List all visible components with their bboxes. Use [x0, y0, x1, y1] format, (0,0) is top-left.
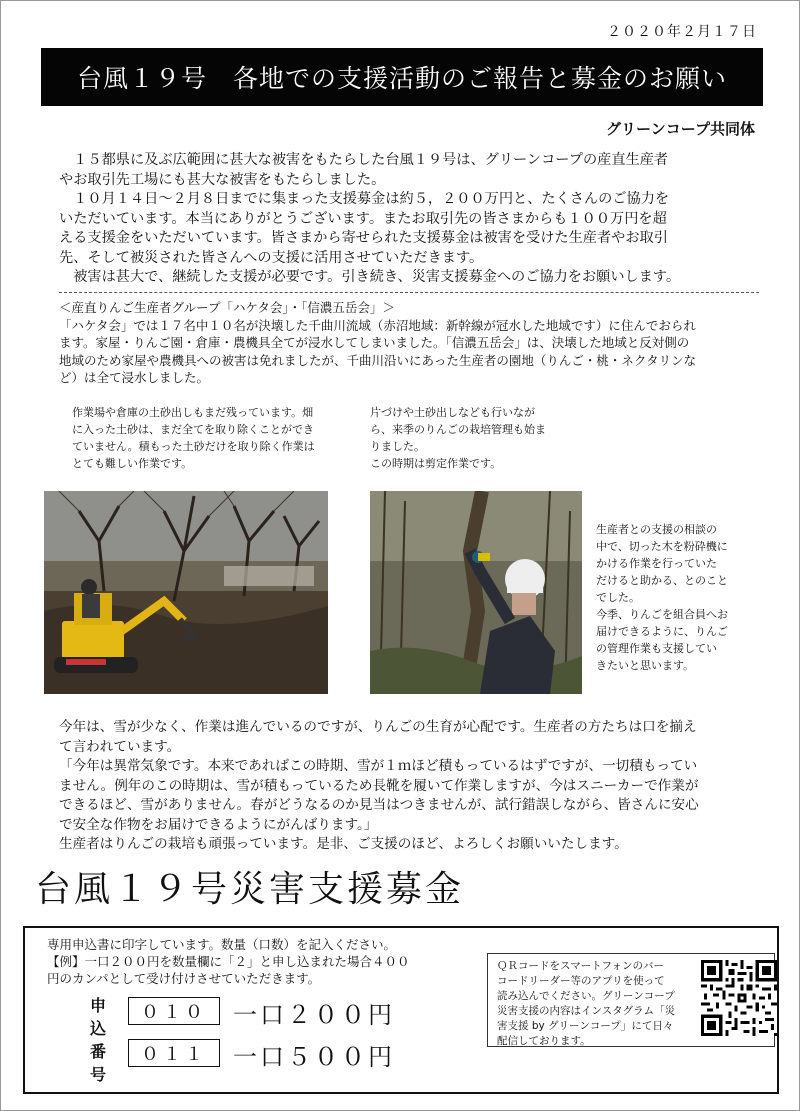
intro-line: やお取引先工場にも甚大な被害をもたらしました。 — [59, 171, 386, 188]
qr-line: 配信しております。 — [497, 1035, 591, 1047]
section-line: ます。家屋・りんご園・倉庫・農機具全てが浸水してしまいました。「信濃五岳会」は、決壊した地域と反対側の — [59, 335, 690, 350]
side-note — [596, 521, 756, 674]
caption-line: この時期は剪定作業です。 — [370, 457, 502, 470]
caption-line: 片づけや土砂出しなども行いなが — [370, 406, 535, 419]
intro-line: いただいています。本当にありがとうございます。またお取引先の皆さまからも１００万円を超 — [59, 210, 667, 227]
qr-code-icon[interactable] — [701, 959, 777, 1037]
side-note-line: の管理作業も支援してい — [596, 642, 717, 655]
label-char: 号 — [89, 1065, 106, 1084]
qr-line: ＱＲコードをスマートフォンのバー — [497, 960, 664, 972]
message-line: ません。例年のこの時期は、雪が積もっているため長靴を履いて作業しますが、今はスニーカーで作業が — [59, 777, 699, 794]
fund-title: 台風１９号災害支援募金 — [35, 869, 465, 910]
qr-code-graphic — [701, 959, 777, 1037]
message-line: 生産者はりんごの栽培も頑張っています。是非、ご支援のほど、よろしくお願いいたします。 — [59, 836, 628, 852]
qr-line: 災害支援の内容はインスタグラム「災 — [497, 1005, 676, 1017]
label-char: 申 — [89, 996, 106, 1015]
section-heading: ＜産直りんご生産者グループ「ハケタ会」・「信濃五岳会」＞ — [59, 300, 395, 315]
side-note-line: だけると助かる、とのこと — [596, 574, 728, 587]
section-line: ど）は全て浸水しました。 — [59, 370, 210, 385]
side-note-line: 中で、切った木を粉砕機に — [596, 540, 728, 553]
price-200: 一口２００円 — [233, 1001, 395, 1029]
photo1-caption — [72, 404, 322, 472]
side-note-line: かける作業を行っていた — [596, 557, 717, 570]
pruning-photo-illustration — [370, 491, 582, 694]
caption-line: に入った土砂は、まだ全てを取り除くことができ — [72, 423, 314, 436]
instruction-line: 専用申込書に印字しています。数量（口数）を記入ください。 — [47, 937, 397, 952]
caption-line: りました。 — [370, 440, 425, 453]
intro-line: １０月１４日～２月８日までに集まった支援募金は約５，２００万円と、たくさんのご協力を — [59, 191, 670, 207]
label-char: 込 — [89, 1019, 106, 1038]
section-line: 「ハケタ会」では１７名中１０名が決壊した千曲川流域（赤沼地域：新幹線が冠水した地域です）に住んでおられ — [59, 317, 696, 333]
price-500: 一口５００円 — [233, 1043, 395, 1071]
application-code-010: ０１０ — [128, 997, 220, 1025]
title-banner — [41, 48, 763, 106]
dashed-divider — [59, 292, 759, 293]
page-title: 台風１９号 各地での支援活動のご報告と募金のお願い — [76, 64, 727, 93]
side-note-line: 生産者との支援の相談の — [596, 523, 717, 536]
form-instructions — [47, 936, 477, 987]
message-line: て言われています。 — [59, 738, 181, 755]
issue-date: ２０２０年２月１７日 — [607, 24, 757, 40]
excavator-photo — [44, 491, 328, 694]
qr-instructions — [497, 959, 693, 1049]
intro-line: １５都県に及ぶ広範囲に甚大な被害をもたらした台風１９号は、グリーンコープの産直生産者 — [59, 152, 669, 168]
qr-line: コードリーダー等のアプリを使って — [497, 975, 665, 987]
message-line: で安全な作物をお届けできるようにがんばります。」 — [59, 816, 378, 833]
excavator-photo-illustration — [44, 491, 328, 694]
producer-message — [59, 718, 771, 855]
instruction-line: 円のカンパとして受け付けさせていただきます。 — [47, 971, 321, 986]
qr-line: 害支援 by グリーンコープ」にて日々 — [497, 1020, 674, 1032]
side-note-line: でした。 — [596, 591, 640, 604]
side-note-line: 届けできるように、りんご — [596, 625, 728, 638]
application-code-011: ０１１ — [128, 1039, 220, 1067]
message-line: できるほど、雪がありません。春がどうなるのか見当はつきませんが、試行錯誤しながら、皆さんに安心 — [59, 797, 699, 813]
caption-line: ていません。積もった土砂だけを取り除く作業は — [72, 440, 315, 453]
instruction-line: 【例】一口２００円を数量欄に「２」と申し込まれた場合４００ — [47, 954, 410, 969]
intro-line: える支援金をいただいています。皆さまから寄せられた支援募金は被害を受けた生産者やお取引 — [59, 230, 668, 246]
message-line: 「今年は異常気象です。本来であればこの時期、雪が１ｍほど積もっているはずですが、一切積もってい — [59, 758, 698, 774]
pruning-photo — [370, 491, 582, 694]
caption-line: とても難しい作業です。 — [72, 457, 193, 470]
caption-line: 作業場や倉庫の土砂出しもまだ残っています。畑 — [72, 406, 314, 419]
side-note-line: きたいと思います。 — [596, 659, 695, 672]
side-note-line: 今季、りんごを組合員へお — [596, 608, 728, 621]
producer-report — [59, 299, 759, 387]
intro-line: 先、そして被災された皆さんへの支援に活用させていただきます。 — [59, 249, 484, 266]
organization-name: グリーンコープ共同体 — [606, 120, 755, 138]
photo2-caption — [370, 404, 580, 472]
intro-line: 被害は甚大で、継続した支援が必要です。引き続き、災害支援募金へのご協力をお願いします。 — [59, 269, 681, 285]
message-line: 今年は、雪が少なく、作業は進んでいるのですが、りんごの生育が心配です。生産者の方たちは口を揃え — [59, 719, 697, 735]
caption-line: ら、来季のりんごの栽培管理も始ま — [370, 423, 546, 436]
label-char: 番 — [89, 1042, 106, 1061]
section-line: 地域のため家屋や農機具への被害は免れましたが、千曲川沿いにあった生産者の園地（りんご・桃・ネクタリンな — [59, 352, 697, 368]
qr-line: 読み込んでください。グリーンコープ — [497, 990, 675, 1002]
intro-paragraph — [59, 151, 759, 288]
application-number-label — [87, 994, 109, 1086]
